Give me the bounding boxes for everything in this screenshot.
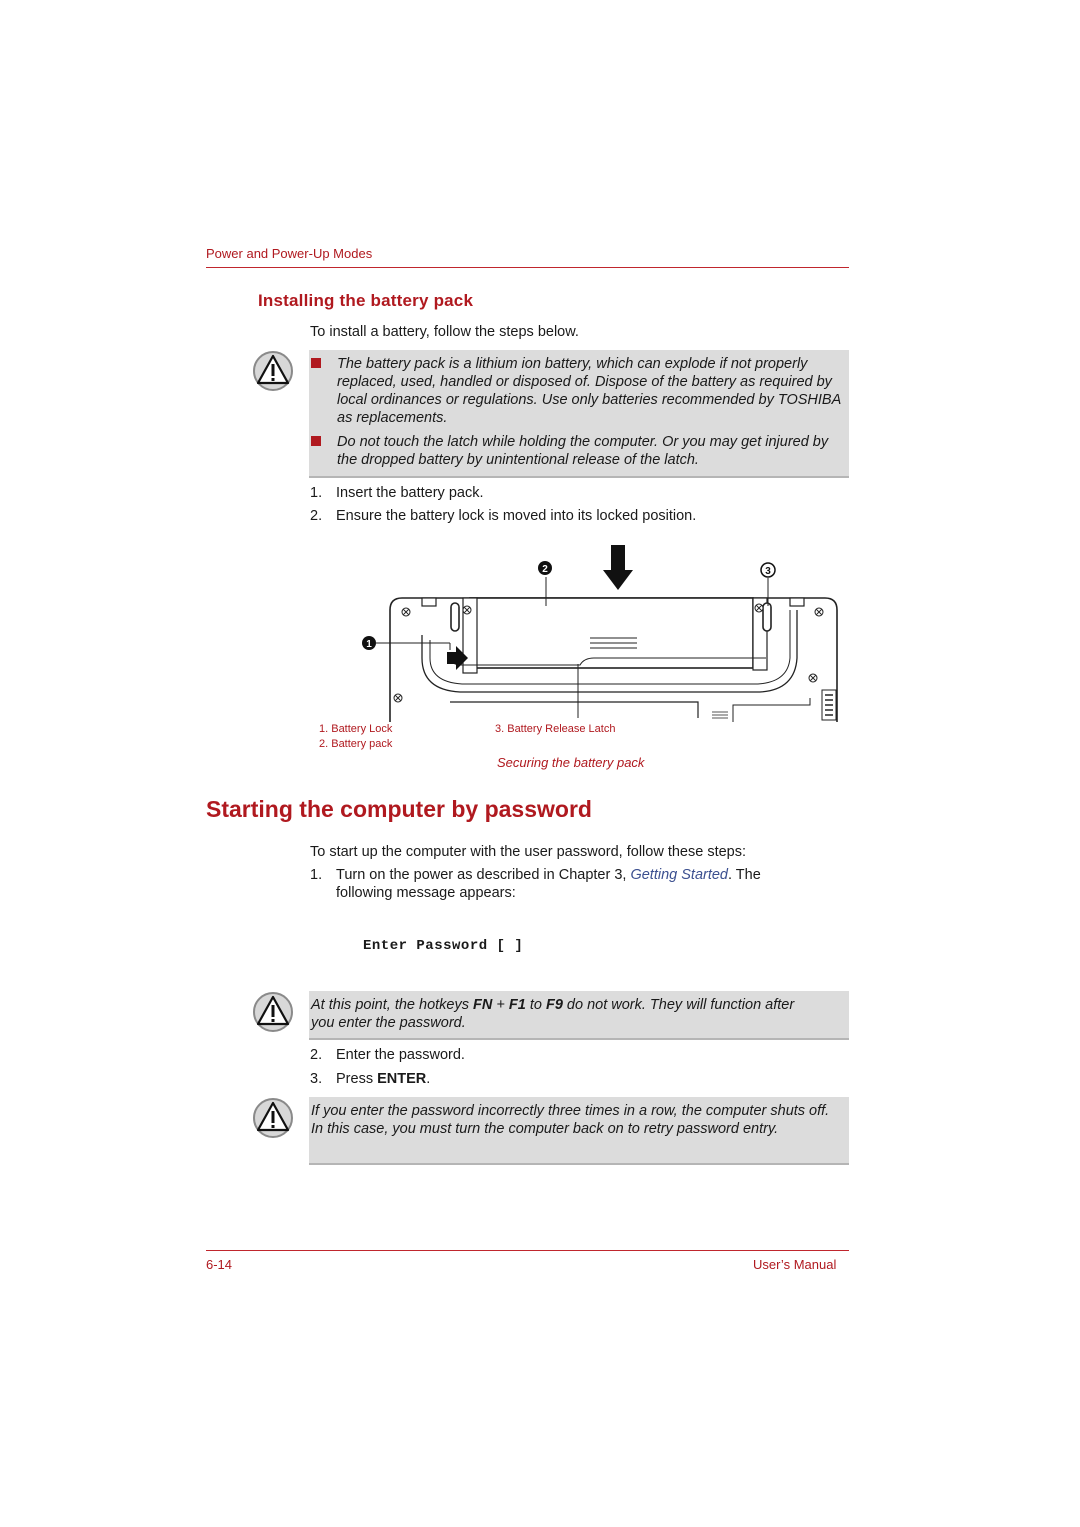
- key-f9: F9: [545, 997, 563, 1013]
- footer-rule: [206, 1250, 849, 1251]
- legend-item: 1. Battery Lock: [319, 723, 393, 735]
- bullet-marker: [311, 358, 321, 368]
- battery-illustration: [350, 540, 850, 725]
- callout-3-label: 3: [765, 566, 771, 577]
- section-title: Installing the battery pack: [258, 291, 474, 310]
- note-text: to: [525, 997, 546, 1013]
- step-text-line2: following message appears:: [336, 885, 516, 901]
- step-text: Ensure the battery lock is moved into its locked position.: [336, 508, 697, 524]
- key-f1: F1: [508, 997, 526, 1013]
- step-text: Insert the battery pack.: [336, 485, 484, 501]
- section-intro: To install a battery, follow the steps below.: [310, 324, 579, 340]
- figure-caption: Securing the battery pack: [497, 755, 645, 770]
- caution-icon: [252, 350, 294, 392]
- hotkey-note: [311, 996, 847, 1032]
- step-text: [336, 866, 761, 884]
- section2-intro: To start up the computer with the user password, follow these steps:: [310, 844, 747, 860]
- step-text: Enter the password.: [336, 1047, 465, 1063]
- bullet-marker: [311, 436, 321, 446]
- step-text-part: Turn on the power as described in Chapter 3,: [336, 867, 631, 883]
- step-number: 2.: [310, 1047, 323, 1063]
- step-text: [336, 1070, 430, 1088]
- caution-icon: [252, 1097, 294, 1139]
- page-number: 6-14: [206, 1257, 233, 1272]
- manual-title: User’s Manual: [753, 1257, 837, 1272]
- step-text-part: .: [426, 1071, 431, 1087]
- step-text-part: . The: [728, 867, 761, 883]
- step-item: [310, 484, 850, 502]
- key-enter: ENTER: [377, 1071, 427, 1087]
- note-text-line2: you enter the password.: [311, 1015, 466, 1031]
- caution-icon: [252, 991, 294, 1033]
- note-text: +: [492, 997, 509, 1013]
- callout-1-label: 1: [366, 639, 372, 650]
- step-item: [310, 866, 850, 904]
- step-item: [310, 507, 850, 525]
- step-number: 3.: [310, 1071, 323, 1087]
- key-fn: FN: [473, 997, 493, 1013]
- legend-item: 2. Battery pack: [319, 738, 393, 750]
- header-rule: [206, 267, 849, 268]
- running-header: Power and Power-Up Modes: [206, 246, 373, 261]
- section-heading: Starting the computer by password: [206, 796, 592, 822]
- caution-bullet-2: Do not touch the latch while holding the computer. Or you may get injured by the dropped battery by unintentional release of the latch.: [337, 434, 829, 468]
- password-retry-note: If you enter the password incorrectly three times in a row, the computer shuts off. In this case, you must turn the computer back on to retry password entry.: [311, 1103, 830, 1137]
- step-number: 1.: [310, 485, 323, 501]
- note-text: do not work. They will function after: [562, 997, 795, 1013]
- step-number: 2.: [310, 508, 323, 524]
- chapter-link[interactable]: Getting Started: [630, 867, 728, 883]
- caution-bullet-1: The battery pack is a lithium ion battery, which can explode if not properly replaced, used, handled or disposed of. Dispose of the battery as required by local ordinances or regulations. Use only batteries recommended by TOSHIBA as replacements.: [337, 356, 841, 426]
- step-number: 1.: [310, 867, 323, 883]
- step-item: [310, 1046, 850, 1064]
- legend-item: 3. Battery Release Latch: [495, 723, 616, 735]
- step-item: [310, 1070, 850, 1088]
- note-text: At this point, the hotkeys: [311, 997, 474, 1013]
- callout-2-label: 2: [542, 564, 548, 575]
- step-text-part: Press: [336, 1071, 378, 1087]
- password-prompt: Enter Password [ ]: [363, 938, 524, 954]
